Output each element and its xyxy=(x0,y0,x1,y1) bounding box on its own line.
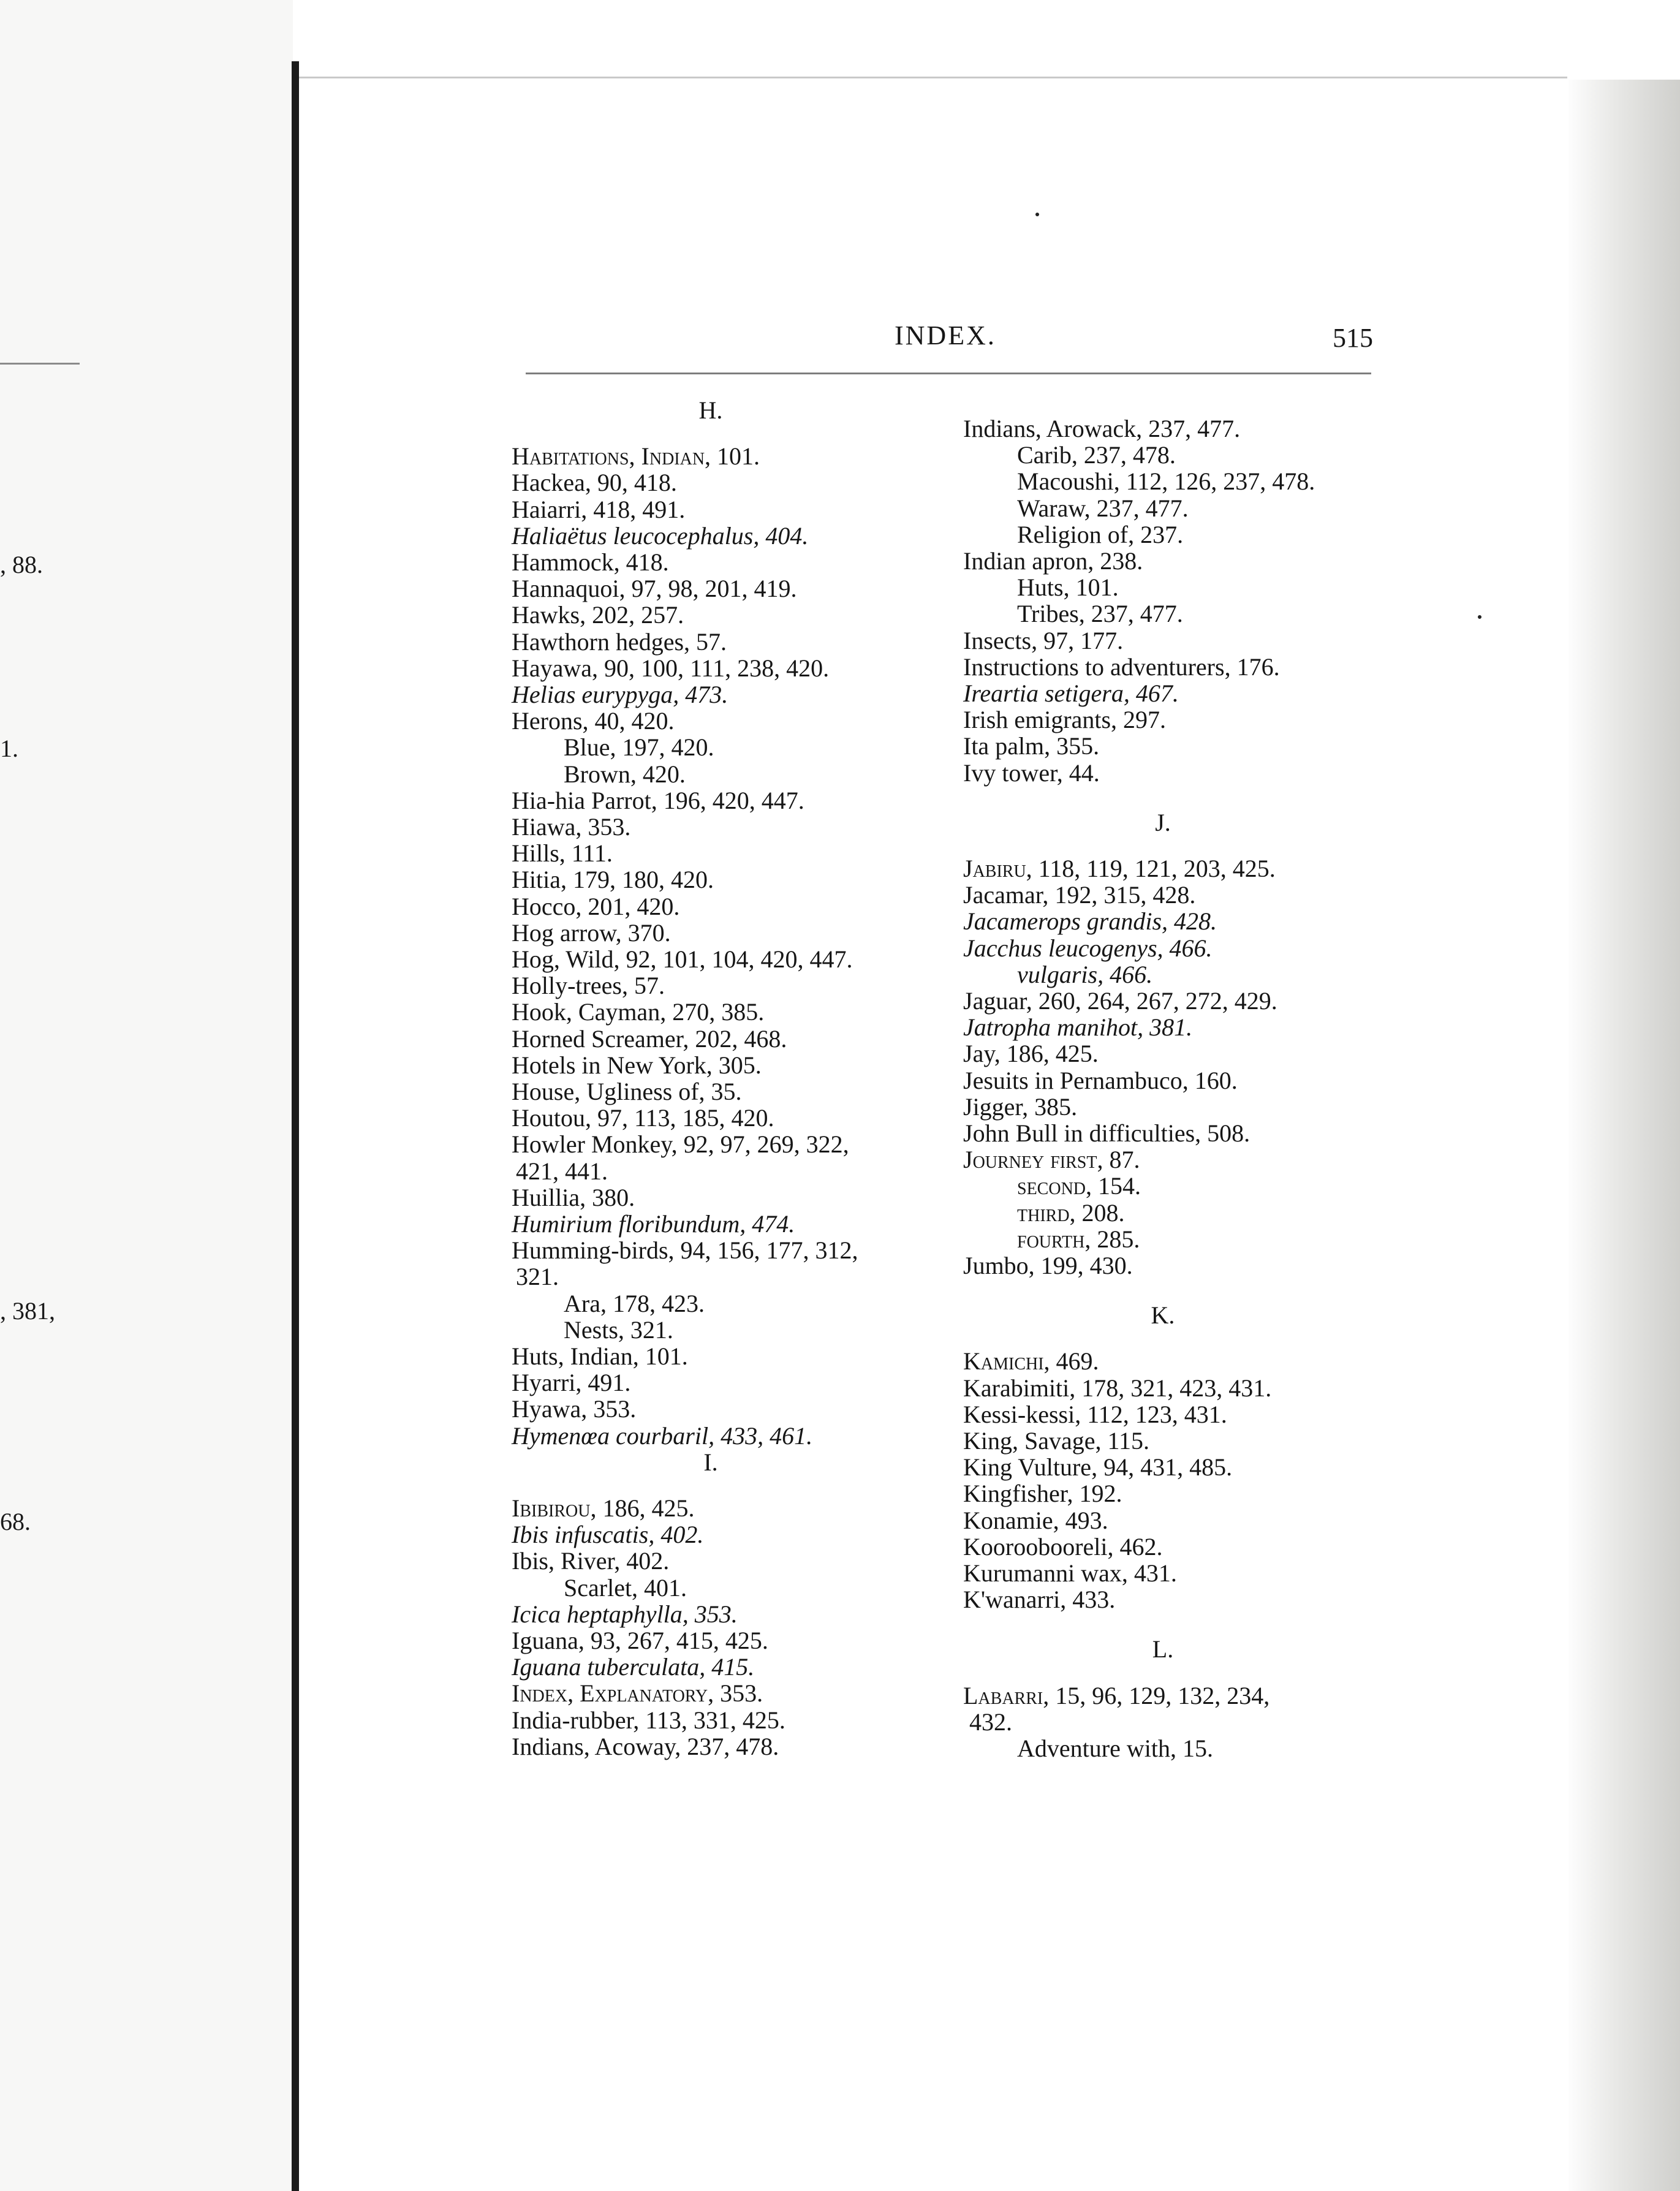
previous-page xyxy=(0,0,293,2191)
index-entry: John Bull in difficulties, 508. xyxy=(963,1119,1251,1147)
index-entry: Horned Screamer, 202, 468. xyxy=(512,1024,787,1053)
index-entry: Jay, 186, 425. xyxy=(963,1040,1099,1068)
index-entry: Iguana tuberculata, 415. xyxy=(512,1653,755,1681)
page-fold-edge xyxy=(1568,80,1680,2191)
index-entry: Ibis infuscatis, 402. xyxy=(512,1521,704,1549)
index-entry: Jesuits in Pernambuco, 160. xyxy=(963,1066,1238,1094)
index-section-letter: J. xyxy=(1155,808,1171,836)
previous-page-fragment: 1. xyxy=(0,735,18,762)
index-section-letter: L. xyxy=(1152,1635,1174,1663)
index-section-letter: K. xyxy=(1151,1301,1175,1330)
index-entry: Kamichi, 469. xyxy=(963,1347,1099,1376)
index-entry-continuation: 321. xyxy=(516,1263,559,1291)
index-entry: Kessi-kessi, 112, 123, 431. xyxy=(963,1400,1227,1428)
index-entry-continuation: 421, 441. xyxy=(516,1157,608,1185)
index-entry: Humming-birds, 94, 156, 177, 312, xyxy=(512,1236,858,1265)
index-entry: India-rubber, 113, 331, 425. xyxy=(512,1706,785,1734)
index-subentry: Brown, 420. xyxy=(564,760,686,788)
index-entry: King, Savage, 115. xyxy=(963,1427,1150,1455)
index-entry: Hiawa, 353. xyxy=(512,813,631,841)
index-subentry: Tribes, 237, 477. xyxy=(1017,600,1183,628)
index-entry: K'wanarri, 433. xyxy=(963,1586,1116,1614)
index-entry: Huts, Indian, 101. xyxy=(512,1342,688,1370)
index-entry: Hymenœa courbaril, 433, 461. xyxy=(512,1421,813,1450)
index-entry: Jabiru, 118, 119, 121, 203, 425. xyxy=(963,855,1276,882)
index-entry: Jaguar, 260, 264, 267, 272, 429. xyxy=(963,987,1277,1015)
index-subentry: Scarlet, 401. xyxy=(564,1573,687,1602)
previous-page-rule xyxy=(0,363,80,365)
index-entry: Kurumanni wax, 431. xyxy=(963,1559,1177,1587)
index-entry: Hog arrow, 370. xyxy=(512,918,671,947)
index-entry: Ireartia setigera, 467. xyxy=(963,679,1179,707)
index-entry: Hyarri, 491. xyxy=(512,1369,631,1397)
index-entry: Hotels in New York, 305. xyxy=(512,1051,762,1079)
index-subentry: Adventure with, 15. xyxy=(1017,1735,1213,1762)
print-speck xyxy=(1478,615,1481,619)
index-entry: Hayawa, 90, 100, 111, 238, 420. xyxy=(512,654,830,682)
index-entry: Ibibirou, 186, 425. xyxy=(512,1494,695,1522)
index-entry: Hyawa, 353. xyxy=(512,1395,637,1423)
index-subentry: fourth, 285. xyxy=(1017,1225,1140,1253)
index-entry: Kingfisher, 192. xyxy=(963,1480,1122,1508)
index-entry: Howler Monkey, 92, 97, 269, 322, xyxy=(512,1130,849,1159)
page-number: 515 xyxy=(1333,323,1373,353)
running-title: INDEX. xyxy=(895,320,996,350)
index-entry: Huillia, 380. xyxy=(512,1183,635,1211)
index-entry: Jacamar, 192, 315, 428. xyxy=(963,881,1196,909)
index-subentry: Huts, 101. xyxy=(1017,573,1119,602)
page-top-edge xyxy=(299,77,1567,78)
index-entry: Hia-hia Parrot, 196, 420, 447. xyxy=(512,786,804,814)
index-entry: Hog, Wild, 92, 101, 104, 420, 447. xyxy=(512,945,853,973)
index-entry: Hammock, 418. xyxy=(512,548,669,576)
index-entry: Ita palm, 355. xyxy=(963,732,1100,760)
index-entry: Iguana, 93, 267, 415, 425. xyxy=(512,1627,768,1654)
index-entry: Labarri, 15, 96, 129, 132, 234, xyxy=(963,1681,1270,1709)
index-entry: Jatropha manihot, 381. xyxy=(963,1013,1193,1042)
index-entry: Hannaquoi, 97, 98, 201, 419. xyxy=(512,575,797,603)
index-entry: Ibis, River, 402. xyxy=(512,1547,670,1575)
index-entry: Holly-trees, 57. xyxy=(512,972,665,1000)
index-subentry: second, 154. xyxy=(1017,1172,1141,1200)
previous-page-fragment: 68. xyxy=(0,1508,31,1535)
index-entry: Hocco, 201, 420. xyxy=(512,892,680,920)
index-entry: House, Ugliness of, 35. xyxy=(512,1078,742,1105)
index-entry: Haiarri, 418, 491. xyxy=(512,495,686,523)
index-entry: Indians, Arowack, 237, 477. xyxy=(963,415,1241,442)
index-entry: Journey first, 87. xyxy=(963,1146,1140,1174)
index-entry: Hook, Cayman, 270, 385. xyxy=(512,998,765,1026)
previous-page-fragment: , 88. xyxy=(0,551,43,578)
index-entry: Konamie, 493. xyxy=(963,1506,1108,1534)
index-entry: Hawthorn hedges, 57. xyxy=(512,627,727,656)
index-entry: Habitations, Indian, 101. xyxy=(512,442,760,471)
index-entry: Hitia, 179, 180, 420. xyxy=(512,866,714,894)
index-section-letter: H. xyxy=(698,396,723,424)
index-entry: Irish emigrants, 297. xyxy=(963,706,1167,734)
index-entry: Karabimiti, 178, 321, 423, 431. xyxy=(963,1374,1272,1402)
index-subentry: Waraw, 237, 477. xyxy=(1017,494,1189,522)
index-subentry: Ara, 178, 423. xyxy=(564,1289,705,1317)
index-entry: Houtou, 97, 113, 185, 420. xyxy=(512,1104,774,1132)
index-entry: Jigger, 385. xyxy=(963,1092,1078,1121)
index-entry: Herons, 40, 420. xyxy=(512,707,675,735)
index-subentry: Religion of, 237. xyxy=(1017,520,1184,548)
index-subentry: Blue, 197, 420. xyxy=(564,733,714,762)
index-subentry: Carib, 237, 478. xyxy=(1017,441,1176,469)
index-entry: Kooroobooreli, 462. xyxy=(963,1532,1163,1561)
index-subentry: third, 208. xyxy=(1017,1198,1125,1227)
index-entry: Hackea, 90, 418. xyxy=(512,469,677,497)
index-entry: Humirium floribundum, 474. xyxy=(512,1210,795,1238)
index-entry: Instructions to adventurers, 176. xyxy=(963,653,1280,681)
index-entry: Jacchus leucogenys, 466. xyxy=(963,934,1213,962)
index-entry: Indian apron, 238. xyxy=(963,547,1143,575)
index-entry: Index, Explanatory, 353. xyxy=(512,1679,763,1708)
index-subentry: Macoushi, 112, 126, 237, 478. xyxy=(1017,467,1315,496)
index-subentry: Nests, 321. xyxy=(564,1315,673,1344)
index-entry-continuation: 432. xyxy=(969,1708,1012,1736)
index-entry: Indians, Acoway, 237, 478. xyxy=(512,1732,779,1760)
index-entry: King Vulture, 94, 431, 485. xyxy=(963,1453,1233,1481)
index-entry: Hills, 111. xyxy=(512,839,613,868)
index-entry: Insects, 97, 177. xyxy=(963,626,1124,654)
index-entry: Ivy tower, 44. xyxy=(963,759,1100,787)
header-rule xyxy=(526,373,1371,374)
index-entry: Icica heptaphylla, 353. xyxy=(512,1600,738,1628)
index-entry: Hawks, 202, 257. xyxy=(512,601,684,629)
index-entry: Helias eurypyga, 473. xyxy=(512,681,728,708)
index-subentry: vulgaris, 466. xyxy=(1017,960,1153,988)
previous-page-fragment: , 381, xyxy=(0,1297,55,1325)
binding-gutter xyxy=(292,61,299,2191)
index-section-letter: I. xyxy=(703,1448,718,1476)
index-entry: Jacamerops grandis, 428. xyxy=(963,907,1217,936)
index-entry: Jumbo, 199, 430. xyxy=(963,1252,1133,1279)
index-entry: Haliaëtus leucocephalus, 404. xyxy=(512,521,809,550)
print-speck xyxy=(1035,213,1039,216)
